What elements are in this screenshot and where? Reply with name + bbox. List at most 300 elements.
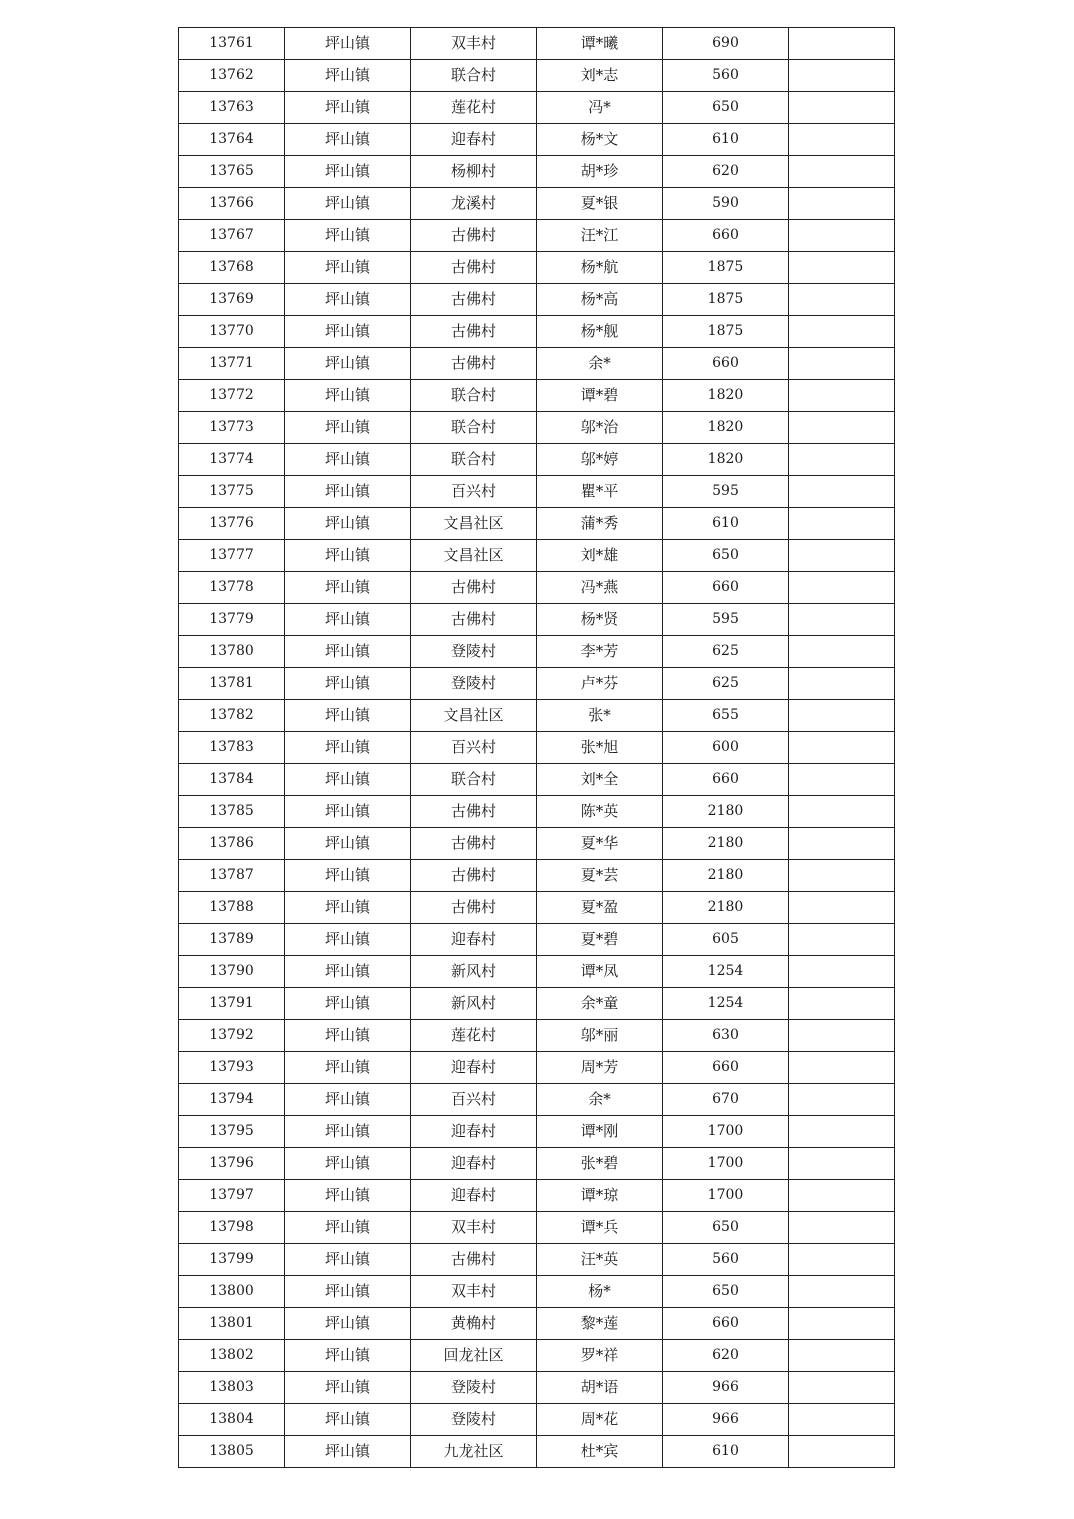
cell-person-name: 汪*英 bbox=[537, 1244, 663, 1276]
cell-village: 古佛村 bbox=[411, 348, 537, 380]
cell-person-name: 周*花 bbox=[537, 1404, 663, 1436]
cell-note bbox=[789, 252, 895, 284]
cell-note bbox=[789, 1404, 895, 1436]
table-row bbox=[179, 1340, 895, 1372]
cell-person-name: 冯*燕 bbox=[537, 572, 663, 604]
cell-person-name: 邬*治 bbox=[537, 412, 663, 444]
cell-village: 文昌社区 bbox=[411, 540, 537, 572]
cell-village: 古佛村 bbox=[411, 284, 537, 316]
cell-amount: 1700 bbox=[663, 1180, 789, 1212]
cell-note bbox=[789, 796, 895, 828]
cell-person-name: 杨*文 bbox=[537, 124, 663, 156]
cell-serial-number: 13798 bbox=[179, 1212, 285, 1244]
table-row bbox=[179, 1116, 895, 1148]
cell-village: 古佛村 bbox=[411, 796, 537, 828]
cell-serial-number: 13768 bbox=[179, 252, 285, 284]
cell-person-name: 余* bbox=[537, 1084, 663, 1116]
cell-person-name: 冯* bbox=[537, 92, 663, 124]
records-table bbox=[178, 27, 895, 1468]
cell-person-name: 刘*雄 bbox=[537, 540, 663, 572]
cell-serial-number: 13772 bbox=[179, 380, 285, 412]
cell-person-name: 卢*芬 bbox=[537, 668, 663, 700]
table-row bbox=[179, 124, 895, 156]
cell-serial-number: 13769 bbox=[179, 284, 285, 316]
cell-note bbox=[789, 732, 895, 764]
cell-note bbox=[789, 860, 895, 892]
cell-amount: 660 bbox=[663, 1052, 789, 1084]
cell-person-name: 夏*芸 bbox=[537, 860, 663, 892]
cell-note bbox=[789, 892, 895, 924]
cell-person-name: 杨* bbox=[537, 1276, 663, 1308]
cell-amount: 630 bbox=[663, 1020, 789, 1052]
cell-note bbox=[789, 1244, 895, 1276]
cell-village: 古佛村 bbox=[411, 860, 537, 892]
cell-town: 坪山镇 bbox=[285, 220, 411, 252]
cell-village: 登陵村 bbox=[411, 636, 537, 668]
cell-village: 回龙社区 bbox=[411, 1340, 537, 1372]
cell-serial-number: 13767 bbox=[179, 220, 285, 252]
cell-serial-number: 13763 bbox=[179, 92, 285, 124]
cell-note bbox=[789, 572, 895, 604]
cell-serial-number: 13766 bbox=[179, 188, 285, 220]
table-row bbox=[179, 28, 895, 60]
cell-town: 坪山镇 bbox=[285, 316, 411, 348]
cell-note bbox=[789, 412, 895, 444]
cell-village: 古佛村 bbox=[411, 604, 537, 636]
cell-note bbox=[789, 924, 895, 956]
cell-serial-number: 13765 bbox=[179, 156, 285, 188]
cell-serial-number: 13778 bbox=[179, 572, 285, 604]
cell-village: 莲花村 bbox=[411, 1020, 537, 1052]
cell-serial-number: 13764 bbox=[179, 124, 285, 156]
cell-person-name: 罗*祥 bbox=[537, 1340, 663, 1372]
cell-town: 坪山镇 bbox=[285, 988, 411, 1020]
cell-note bbox=[789, 220, 895, 252]
cell-note bbox=[789, 1084, 895, 1116]
cell-serial-number: 13773 bbox=[179, 412, 285, 444]
table-row bbox=[179, 988, 895, 1020]
cell-person-name: 邬*丽 bbox=[537, 1020, 663, 1052]
cell-town: 坪山镇 bbox=[285, 1404, 411, 1436]
table-row bbox=[179, 668, 895, 700]
cell-person-name: 夏*华 bbox=[537, 828, 663, 860]
table-row bbox=[179, 700, 895, 732]
cell-town: 坪山镇 bbox=[285, 732, 411, 764]
cell-village: 迎春村 bbox=[411, 1148, 537, 1180]
cell-person-name: 胡*语 bbox=[537, 1372, 663, 1404]
cell-amount: 610 bbox=[663, 508, 789, 540]
cell-amount: 690 bbox=[663, 28, 789, 60]
cell-amount: 650 bbox=[663, 1276, 789, 1308]
cell-serial-number: 13776 bbox=[179, 508, 285, 540]
cell-village: 古佛村 bbox=[411, 892, 537, 924]
table-row bbox=[179, 604, 895, 636]
cell-amount: 625 bbox=[663, 668, 789, 700]
cell-village: 古佛村 bbox=[411, 1244, 537, 1276]
cell-town: 坪山镇 bbox=[285, 1308, 411, 1340]
cell-amount: 610 bbox=[663, 124, 789, 156]
cell-person-name: 余* bbox=[537, 348, 663, 380]
cell-serial-number: 13788 bbox=[179, 892, 285, 924]
cell-village: 古佛村 bbox=[411, 316, 537, 348]
cell-village: 文昌社区 bbox=[411, 700, 537, 732]
table-row bbox=[179, 572, 895, 604]
table-row bbox=[179, 796, 895, 828]
cell-person-name: 李*芳 bbox=[537, 636, 663, 668]
table-row bbox=[179, 252, 895, 284]
cell-person-name: 谭*曦 bbox=[537, 28, 663, 60]
cell-town: 坪山镇 bbox=[285, 1276, 411, 1308]
cell-note bbox=[789, 604, 895, 636]
table-row bbox=[179, 380, 895, 412]
table-row bbox=[179, 764, 895, 796]
cell-town: 坪山镇 bbox=[285, 796, 411, 828]
cell-village: 迎春村 bbox=[411, 124, 537, 156]
cell-town: 坪山镇 bbox=[285, 1244, 411, 1276]
cell-note bbox=[789, 828, 895, 860]
table-row bbox=[179, 636, 895, 668]
cell-amount: 660 bbox=[663, 348, 789, 380]
cell-town: 坪山镇 bbox=[285, 572, 411, 604]
cell-serial-number: 13790 bbox=[179, 956, 285, 988]
cell-serial-number: 13797 bbox=[179, 1180, 285, 1212]
cell-town: 坪山镇 bbox=[285, 1180, 411, 1212]
cell-village: 古佛村 bbox=[411, 252, 537, 284]
cell-town: 坪山镇 bbox=[285, 156, 411, 188]
cell-village: 迎春村 bbox=[411, 1116, 537, 1148]
cell-village: 古佛村 bbox=[411, 220, 537, 252]
cell-note bbox=[789, 60, 895, 92]
cell-amount: 560 bbox=[663, 1244, 789, 1276]
cell-amount: 1700 bbox=[663, 1116, 789, 1148]
cell-note bbox=[789, 1372, 895, 1404]
table-row bbox=[179, 892, 895, 924]
cell-serial-number: 13804 bbox=[179, 1404, 285, 1436]
cell-note bbox=[789, 700, 895, 732]
cell-village: 联合村 bbox=[411, 60, 537, 92]
cell-serial-number: 13781 bbox=[179, 668, 285, 700]
cell-amount: 1820 bbox=[663, 380, 789, 412]
cell-serial-number: 13795 bbox=[179, 1116, 285, 1148]
cell-town: 坪山镇 bbox=[285, 924, 411, 956]
cell-town: 坪山镇 bbox=[285, 1084, 411, 1116]
cell-note bbox=[789, 668, 895, 700]
cell-person-name: 蒲*秀 bbox=[537, 508, 663, 540]
cell-town: 坪山镇 bbox=[285, 1436, 411, 1468]
table-row bbox=[179, 1244, 895, 1276]
cell-note bbox=[789, 988, 895, 1020]
table-row bbox=[179, 1436, 895, 1468]
cell-person-name: 谭*琼 bbox=[537, 1180, 663, 1212]
cell-serial-number: 13786 bbox=[179, 828, 285, 860]
cell-amount: 2180 bbox=[663, 828, 789, 860]
cell-serial-number: 13794 bbox=[179, 1084, 285, 1116]
cell-serial-number: 13796 bbox=[179, 1148, 285, 1180]
table-row bbox=[179, 540, 895, 572]
cell-town: 坪山镇 bbox=[285, 1212, 411, 1244]
cell-town: 坪山镇 bbox=[285, 348, 411, 380]
cell-town: 坪山镇 bbox=[285, 1116, 411, 1148]
cell-serial-number: 13782 bbox=[179, 700, 285, 732]
cell-amount: 590 bbox=[663, 188, 789, 220]
cell-town: 坪山镇 bbox=[285, 252, 411, 284]
cell-amount: 1820 bbox=[663, 412, 789, 444]
table-row bbox=[179, 220, 895, 252]
cell-amount: 966 bbox=[663, 1372, 789, 1404]
table-row bbox=[179, 156, 895, 188]
cell-note bbox=[789, 540, 895, 572]
cell-amount: 2180 bbox=[663, 860, 789, 892]
cell-person-name: 谭*碧 bbox=[537, 380, 663, 412]
cell-amount: 1875 bbox=[663, 316, 789, 348]
cell-village: 联合村 bbox=[411, 764, 537, 796]
cell-note bbox=[789, 508, 895, 540]
cell-town: 坪山镇 bbox=[285, 1340, 411, 1372]
cell-village: 迎春村 bbox=[411, 1180, 537, 1212]
cell-amount: 650 bbox=[663, 540, 789, 572]
cell-town: 坪山镇 bbox=[285, 1052, 411, 1084]
cell-amount: 1254 bbox=[663, 988, 789, 1020]
cell-serial-number: 13789 bbox=[179, 924, 285, 956]
table-row bbox=[179, 1020, 895, 1052]
cell-village: 新风村 bbox=[411, 956, 537, 988]
cell-town: 坪山镇 bbox=[285, 124, 411, 156]
cell-note bbox=[789, 1052, 895, 1084]
cell-serial-number: 13793 bbox=[179, 1052, 285, 1084]
cell-town: 坪山镇 bbox=[285, 636, 411, 668]
cell-town: 坪山镇 bbox=[285, 380, 411, 412]
cell-person-name: 邬*婷 bbox=[537, 444, 663, 476]
cell-town: 坪山镇 bbox=[285, 508, 411, 540]
cell-village: 登陵村 bbox=[411, 1404, 537, 1436]
cell-person-name: 杨*航 bbox=[537, 252, 663, 284]
cell-person-name: 汪*江 bbox=[537, 220, 663, 252]
cell-amount: 620 bbox=[663, 156, 789, 188]
cell-note bbox=[789, 636, 895, 668]
cell-amount: 650 bbox=[663, 1212, 789, 1244]
cell-serial-number: 13792 bbox=[179, 1020, 285, 1052]
cell-note bbox=[789, 1340, 895, 1372]
cell-serial-number: 13783 bbox=[179, 732, 285, 764]
table-row bbox=[179, 508, 895, 540]
cell-amount: 1875 bbox=[663, 252, 789, 284]
table-row bbox=[179, 1052, 895, 1084]
cell-person-name: 周*芳 bbox=[537, 1052, 663, 1084]
table-row bbox=[179, 1212, 895, 1244]
cell-serial-number: 13780 bbox=[179, 636, 285, 668]
cell-note bbox=[789, 1436, 895, 1468]
cell-village: 百兴村 bbox=[411, 732, 537, 764]
table-row bbox=[179, 316, 895, 348]
cell-serial-number: 13802 bbox=[179, 1340, 285, 1372]
cell-village: 杨柳村 bbox=[411, 156, 537, 188]
cell-person-name: 杨*高 bbox=[537, 284, 663, 316]
cell-village: 登陵村 bbox=[411, 668, 537, 700]
cell-town: 坪山镇 bbox=[285, 956, 411, 988]
cell-village: 双丰村 bbox=[411, 1276, 537, 1308]
cell-person-name: 张*旭 bbox=[537, 732, 663, 764]
cell-amount: 660 bbox=[663, 1308, 789, 1340]
cell-amount: 660 bbox=[663, 220, 789, 252]
cell-town: 坪山镇 bbox=[285, 764, 411, 796]
cell-amount: 1254 bbox=[663, 956, 789, 988]
cell-amount: 650 bbox=[663, 92, 789, 124]
cell-town: 坪山镇 bbox=[285, 1372, 411, 1404]
cell-serial-number: 13787 bbox=[179, 860, 285, 892]
cell-note bbox=[789, 476, 895, 508]
cell-amount: 660 bbox=[663, 764, 789, 796]
cell-town: 坪山镇 bbox=[285, 1020, 411, 1052]
cell-village: 迎春村 bbox=[411, 1052, 537, 1084]
cell-person-name: 杜*宾 bbox=[537, 1436, 663, 1468]
cell-serial-number: 13805 bbox=[179, 1436, 285, 1468]
cell-amount: 2180 bbox=[663, 892, 789, 924]
cell-person-name: 刘*全 bbox=[537, 764, 663, 796]
cell-person-name: 余*童 bbox=[537, 988, 663, 1020]
cell-serial-number: 13775 bbox=[179, 476, 285, 508]
table-row bbox=[179, 956, 895, 988]
cell-note bbox=[789, 188, 895, 220]
cell-town: 坪山镇 bbox=[285, 1148, 411, 1180]
cell-note bbox=[789, 1148, 895, 1180]
cell-amount: 2180 bbox=[663, 796, 789, 828]
table-row bbox=[179, 444, 895, 476]
cell-amount: 1875 bbox=[663, 284, 789, 316]
cell-note bbox=[789, 156, 895, 188]
cell-person-name: 夏*银 bbox=[537, 188, 663, 220]
table-row bbox=[179, 732, 895, 764]
cell-village: 双丰村 bbox=[411, 1212, 537, 1244]
cell-town: 坪山镇 bbox=[285, 700, 411, 732]
cell-town: 坪山镇 bbox=[285, 188, 411, 220]
cell-village: 龙溪村 bbox=[411, 188, 537, 220]
cell-town: 坪山镇 bbox=[285, 860, 411, 892]
cell-person-name: 张* bbox=[537, 700, 663, 732]
cell-note bbox=[789, 444, 895, 476]
table-row bbox=[179, 1308, 895, 1340]
cell-amount: 560 bbox=[663, 60, 789, 92]
cell-amount: 620 bbox=[663, 1340, 789, 1372]
cell-serial-number: 13799 bbox=[179, 1244, 285, 1276]
cell-town: 坪山镇 bbox=[285, 892, 411, 924]
table-row bbox=[179, 1084, 895, 1116]
cell-serial-number: 13803 bbox=[179, 1372, 285, 1404]
cell-person-name: 谭*兵 bbox=[537, 1212, 663, 1244]
cell-serial-number: 13779 bbox=[179, 604, 285, 636]
cell-village: 联合村 bbox=[411, 444, 537, 476]
table-row bbox=[179, 924, 895, 956]
table-row bbox=[179, 1404, 895, 1436]
cell-person-name: 瞿*平 bbox=[537, 476, 663, 508]
cell-serial-number: 13774 bbox=[179, 444, 285, 476]
cell-amount: 605 bbox=[663, 924, 789, 956]
cell-town: 坪山镇 bbox=[285, 476, 411, 508]
cell-amount: 595 bbox=[663, 476, 789, 508]
cell-village: 登陵村 bbox=[411, 1372, 537, 1404]
cell-note bbox=[789, 316, 895, 348]
cell-person-name: 陈*英 bbox=[537, 796, 663, 828]
table-row bbox=[179, 348, 895, 380]
cell-amount: 1820 bbox=[663, 444, 789, 476]
cell-village: 双丰村 bbox=[411, 28, 537, 60]
table-row bbox=[179, 188, 895, 220]
cell-village: 莲花村 bbox=[411, 92, 537, 124]
cell-village: 联合村 bbox=[411, 380, 537, 412]
cell-town: 坪山镇 bbox=[285, 28, 411, 60]
cell-village: 迎春村 bbox=[411, 924, 537, 956]
cell-person-name: 刘*志 bbox=[537, 60, 663, 92]
cell-amount: 1700 bbox=[663, 1148, 789, 1180]
cell-note bbox=[789, 284, 895, 316]
cell-amount: 610 bbox=[663, 1436, 789, 1468]
table-row bbox=[179, 60, 895, 92]
cell-note bbox=[789, 764, 895, 796]
cell-person-name: 张*碧 bbox=[537, 1148, 663, 1180]
cell-person-name: 黎*莲 bbox=[537, 1308, 663, 1340]
cell-note bbox=[789, 1308, 895, 1340]
table-row bbox=[179, 284, 895, 316]
cell-note bbox=[789, 28, 895, 60]
records-table-body bbox=[179, 28, 895, 1468]
cell-serial-number: 13777 bbox=[179, 540, 285, 572]
cell-village: 百兴村 bbox=[411, 1084, 537, 1116]
cell-serial-number: 13770 bbox=[179, 316, 285, 348]
cell-amount: 595 bbox=[663, 604, 789, 636]
cell-note bbox=[789, 124, 895, 156]
cell-note bbox=[789, 348, 895, 380]
cell-village: 九龙社区 bbox=[411, 1436, 537, 1468]
cell-person-name: 谭*凤 bbox=[537, 956, 663, 988]
cell-village: 古佛村 bbox=[411, 572, 537, 604]
cell-amount: 966 bbox=[663, 1404, 789, 1436]
cell-village: 新风村 bbox=[411, 988, 537, 1020]
cell-note bbox=[789, 1116, 895, 1148]
cell-serial-number: 13785 bbox=[179, 796, 285, 828]
table-row bbox=[179, 1372, 895, 1404]
cell-town: 坪山镇 bbox=[285, 604, 411, 636]
cell-note bbox=[789, 92, 895, 124]
cell-serial-number: 13771 bbox=[179, 348, 285, 380]
cell-note bbox=[789, 1276, 895, 1308]
cell-serial-number: 13784 bbox=[179, 764, 285, 796]
cell-town: 坪山镇 bbox=[285, 668, 411, 700]
cell-amount: 670 bbox=[663, 1084, 789, 1116]
cell-note bbox=[789, 956, 895, 988]
cell-amount: 625 bbox=[663, 636, 789, 668]
cell-person-name: 杨*舰 bbox=[537, 316, 663, 348]
table-row bbox=[179, 828, 895, 860]
cell-person-name: 谭*刚 bbox=[537, 1116, 663, 1148]
cell-village: 百兴村 bbox=[411, 476, 537, 508]
cell-town: 坪山镇 bbox=[285, 412, 411, 444]
cell-village: 古佛村 bbox=[411, 828, 537, 860]
cell-town: 坪山镇 bbox=[285, 540, 411, 572]
cell-person-name: 夏*盈 bbox=[537, 892, 663, 924]
cell-person-name: 杨*贤 bbox=[537, 604, 663, 636]
cell-town: 坪山镇 bbox=[285, 60, 411, 92]
cell-village: 黄桷村 bbox=[411, 1308, 537, 1340]
cell-serial-number: 13800 bbox=[179, 1276, 285, 1308]
cell-amount: 655 bbox=[663, 700, 789, 732]
cell-serial-number: 13761 bbox=[179, 28, 285, 60]
cell-person-name: 夏*碧 bbox=[537, 924, 663, 956]
cell-amount: 660 bbox=[663, 572, 789, 604]
cell-town: 坪山镇 bbox=[285, 284, 411, 316]
cell-note bbox=[789, 1212, 895, 1244]
cell-note bbox=[789, 380, 895, 412]
table-row bbox=[179, 1148, 895, 1180]
table-row bbox=[179, 1276, 895, 1308]
